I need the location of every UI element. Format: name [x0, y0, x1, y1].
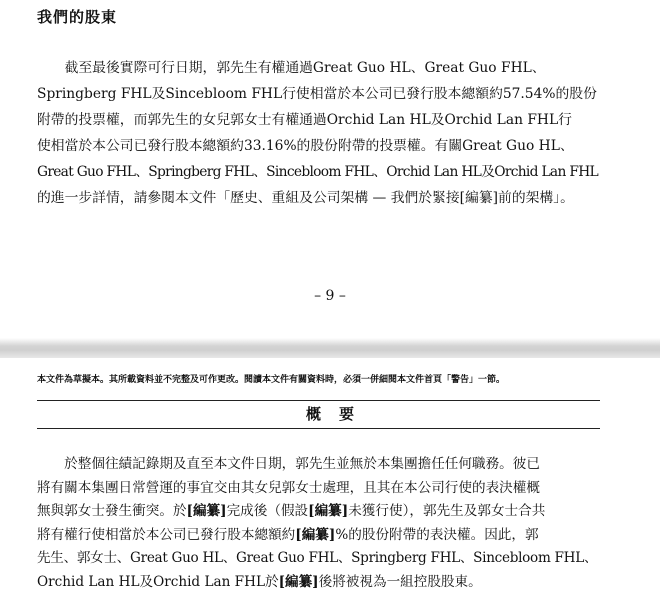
redacted-placeholder: [編纂] [278, 573, 319, 590]
text-run: Orchid Lan HL及Orchid Lan FHL於 [37, 573, 279, 590]
paragraph-line: 的進一步詳情，請參閱本文件「歷史、重組及公司架構 — 我們於緊接[編纂]前的架構」。 [37, 190, 574, 206]
redacted-placeholder: [編纂] [295, 526, 336, 543]
paragraph-line: 於整個往績記錄期及直至本文件日期，郭先生並無於本集團擔任任何職務。彼已 [37, 456, 540, 472]
paragraph-line [37, 524, 600, 548]
text-run: 未獲行使），郭先生及郭女士合共 [348, 503, 546, 519]
draft-notice: 本文件為草擬本。其所載資料並不完整及可作更改。閱讀本文件有關資料時，必須一併細閱本文件首頁「警告」一節。 [37, 375, 506, 385]
paragraph-line: 將有關本集團日常營運的事宜交由其女兒郭女士處理，且其在本公司行使的表決權概 [37, 479, 540, 496]
text-run: 完成後（假設 [226, 503, 309, 519]
title-rule-bottom [37, 428, 600, 429]
controlling-shareholders-paragraph [37, 453, 600, 594]
section-title-summary: 概要 [305, 405, 372, 423]
paragraph-line: Springberg FHL及Sincebloom FHL行使相當於本公司已發行股本總額約57.54%的股份 [37, 86, 597, 102]
page-number: – 9 – [314, 288, 346, 304]
section-heading-our-shareholders: 我們的股東 [37, 8, 118, 26]
text-run: 無與郭女士發生衝突。於 [37, 503, 187, 519]
shareholders-paragraph [37, 55, 600, 211]
document-page-summary [0, 358, 660, 597]
page-separator [0, 338, 660, 358]
text-run: %的股份附帶的表決權。因此，郭 [335, 526, 539, 543]
paragraph-line [37, 571, 600, 595]
paragraph-line: Great Guo FHL、Springberg FHL、Sincebloom FHL、Orchid Lan HL及Orchid Lan FHL [37, 164, 598, 180]
paragraph-line: 附帶的投票權，而郭先生的女兒郭女士有權通過Orchid Lan HL及Orchid Lan FHL行 [37, 112, 572, 128]
redacted-placeholder: [編纂] [308, 503, 349, 519]
title-rule-top [37, 400, 600, 401]
text-run: 後將被視為一組控股股東。 [318, 573, 482, 590]
paragraph-line [37, 500, 600, 524]
paragraph-line: 使相當於本公司已發行股本總額約33.16%的股份附帶的投票權。有關Great Guo HL、 [37, 138, 574, 154]
redacted-placeholder: [編纂] [186, 503, 227, 519]
paragraph-line: 先生、郭女士、Great Guo HL、Great Guo FHL、Springberg FHL、Sincebloom FHL、 [37, 550, 598, 566]
text-run: 將有權行使相當於本公司已發行股本總額約 [37, 526, 296, 543]
paragraph-line: 截至最後實際可行日期，郭先生有權通過Great Guo HL、Great Guo FHL、 [37, 60, 546, 76]
